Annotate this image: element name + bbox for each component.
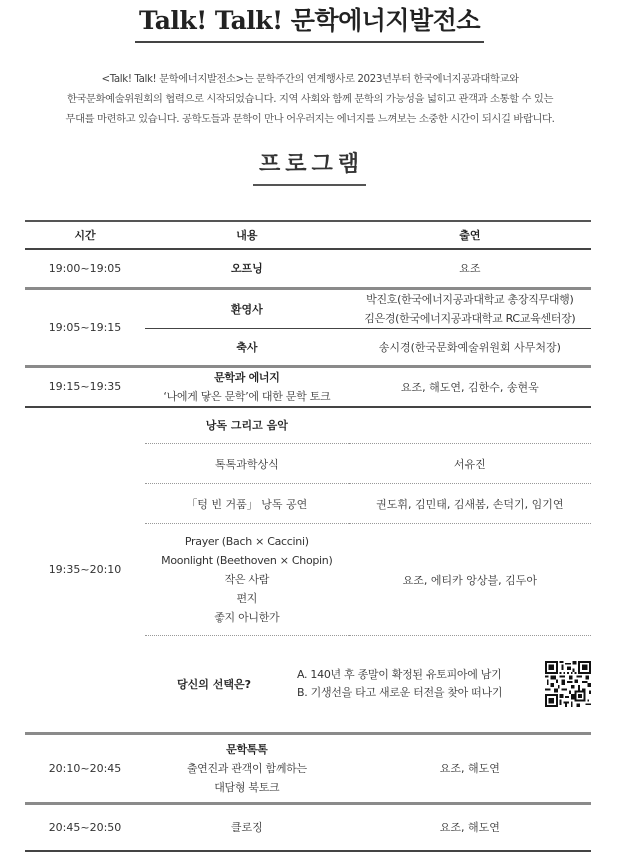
cast-cell <box>349 288 591 328</box>
choice-options <box>297 666 535 702</box>
content-cell: 클로징 <box>230 821 263 835</box>
cast-cell: 권도휘, 김민태, 김새봄, 손덕기, 임기연 <box>349 484 591 524</box>
choice-option-a: A. 140년 후 종말이 확정된 유토피아에 남기 <box>297 667 502 681</box>
song-item: 편지 <box>236 592 258 605</box>
time-cell: 19:00~19:05 <box>48 261 122 275</box>
song-item: Moonlight (Beethoven × Chopin) <box>161 554 333 567</box>
section-title-wrap <box>0 147 619 186</box>
content-subtitle: 대담형 북토크 <box>214 780 280 794</box>
program-table <box>25 220 591 852</box>
intro-line: 한국문화예술위원회의 협력으로 시작되었습니다. 지역 사회와 함께 문학의 가능성을 넓히고 관객과 소통할 수 있는 <box>66 93 554 105</box>
cast-line: 김은경(한국에너지공과대학교 RC교육센터장) <box>364 311 576 325</box>
time-cell: 19:35~20:10 <box>48 563 122 576</box>
content-cell: 톡톡과학상식 <box>145 444 349 484</box>
column-header-cast: 출연 <box>459 229 481 242</box>
content-cell <box>145 733 349 803</box>
page-title: Talk! Talk! 문학에너지발전소 <box>135 4 484 43</box>
content-cell: 축사 <box>145 328 349 366</box>
table-row-reading-heading <box>25 407 591 444</box>
song-item: 작은 사람 <box>224 573 270 586</box>
content-title: 문학톡톡 <box>226 742 268 756</box>
intro-line: 무대를 마련하고 있습니다. 공학도들과 문학이 만나 어우러지는 에너지를 느껴보는 소중한 시간이 되시길 바랍니다. <box>65 113 555 125</box>
table-row-welcome <box>25 288 591 328</box>
content-subtitle: 출연진과 관객이 함께하는 <box>186 761 307 775</box>
table-header-row <box>25 221 591 249</box>
cast-line: 박진호(한국에너지공과대학교 총장직무대행) <box>366 292 574 306</box>
intro-line: <Talk! Talk! 문학에너지발전소>는 문학주간의 연계행사로 2023년부터 한국에너지공과대학교와 <box>101 73 519 85</box>
time-cell: 19:15~19:35 <box>48 380 122 393</box>
choice-label: 당신의 선택은? <box>177 677 251 691</box>
table-row-talk <box>25 366 591 407</box>
content-cell <box>145 366 349 407</box>
content-cell: 오프닝 <box>230 262 263 276</box>
empty-cell <box>349 407 591 444</box>
table-row-closing <box>25 803 591 851</box>
content-cell <box>145 524 349 636</box>
content-cell: 「텅 빈 거품」 낭독 공연 <box>145 484 349 524</box>
table-row-opening <box>25 249 591 288</box>
content-title: 문학과 에너지 <box>214 370 280 384</box>
choice-wrap <box>145 661 591 707</box>
cast-cell: 요조, 해도연 <box>439 762 500 775</box>
content-heading: 낭독 그리고 음악 <box>205 419 288 433</box>
intro-paragraph <box>20 69 600 129</box>
cast-cell: 서유진 <box>349 444 591 484</box>
table-row-booktalk <box>25 733 591 803</box>
time-cell: 20:45~20:50 <box>48 820 122 834</box>
time-cell: 19:05~19:15 <box>48 320 122 334</box>
qr-code-icon[interactable] <box>545 661 591 707</box>
program-heading: 프로그램 <box>253 147 366 186</box>
song-item: 좋지 아니한가 <box>214 611 280 624</box>
content-cell: 환영사 <box>230 302 263 316</box>
cast-cell: 요조, 해도연 <box>439 821 500 835</box>
cast-cell: 요조, 에티카 앙상블, 김두아 <box>349 524 591 636</box>
title-wrap <box>0 4 619 43</box>
time-cell: 20:10~20:45 <box>48 761 122 775</box>
cast-cell: 요조 <box>459 262 481 276</box>
song-item: Prayer (Bach × Caccini) <box>184 535 309 548</box>
column-header-content: 내용 <box>236 229 258 242</box>
choice-cell <box>145 636 591 732</box>
choice-option-b: B. 기생선을 타고 새로운 터전을 찾아 떠나기 <box>297 685 503 699</box>
column-header-time: 시간 <box>74 229 96 242</box>
cast-cell: 요조, 해도연, 김한수, 송현욱 <box>400 380 539 394</box>
cast-cell: 송시경(한국문화예술위원회 사무처장) <box>349 328 591 366</box>
content-subtitle: ‘나에게 닿은 문학’에 대한 문학 토크 <box>163 389 331 403</box>
